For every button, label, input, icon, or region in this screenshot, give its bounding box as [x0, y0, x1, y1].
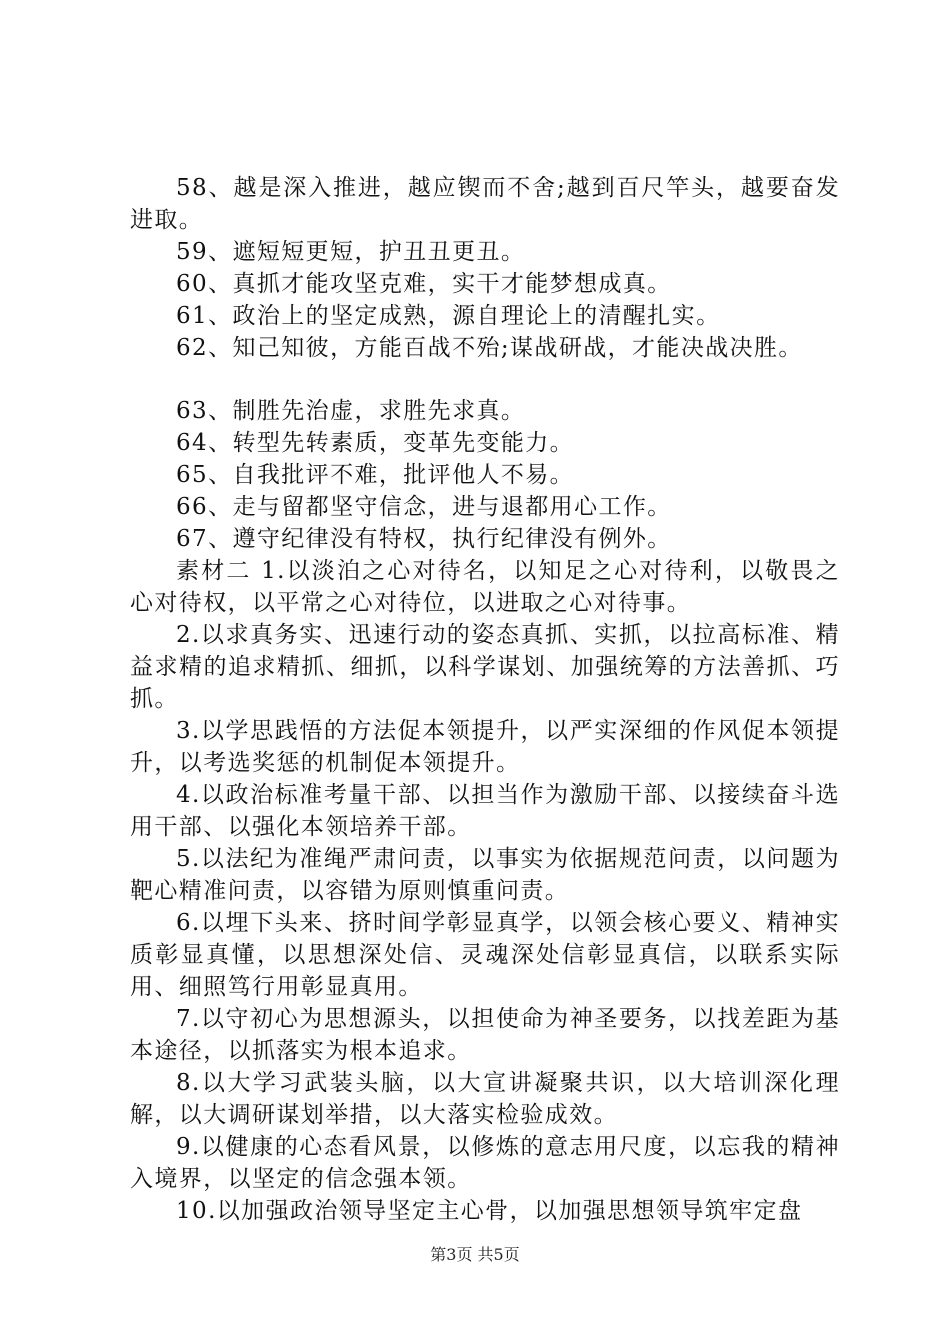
paragraph-66: 66、走与留都坚守信念，进与退都用心工作。 — [176, 494, 672, 520]
paragraph-58: 58、越是深入推进，越应锲而不舍;越到百尺竿头，越要奋发进取。 — [130, 175, 840, 233]
paragraph-67: 67、遵守纪律没有特权，执行纪律没有例外。 — [176, 526, 672, 552]
paragraph-60: 60、真抓才能攻坚克难，实干才能梦想成真。 — [176, 271, 672, 297]
paragraph-63: 63、制胜先治虚，求胜先求真。 — [176, 398, 526, 424]
paragraph-material2-7: 7.以守初心为思想源头，以担使命为神圣要务，以找差距为基本途径，以抓落实为根本追求。 — [130, 1006, 840, 1064]
paragraph-material2-8: 8.以大学习武装头脑，以大宣讲凝聚共识，以大培训深化理解，以大调研谋划举措，以大落实检验成效。 — [130, 1070, 840, 1128]
paragraph-59: 59、遮短短更短，护丑丑更丑。 — [176, 239, 526, 265]
paragraph-61: 61、政治上的坚定成熟，源自理论上的清醒扎实。 — [176, 303, 721, 329]
paragraph-material2-3: 3.以学思践悟的方法促本领提升，以严实深细的作风促本领提升，以考选奖惩的机制促本领提升。 — [130, 718, 840, 776]
paragraph-material2-2: 2.以求真务实、迅速行动的姿态真抓、实抓，以拉高标准、精益求精的追求精抓、细抓，以科学谋划、加强统筹的方法善抓、巧抓。 — [130, 622, 840, 712]
paragraph-material2-4: 4.以政治标准考量干部、以担当作为激励干部、以接续奋斗选用干部、以强化本领培养干部。 — [130, 782, 840, 840]
paragraph-64: 64、转型先转素质，变革先变能力。 — [176, 430, 575, 456]
paragraph-material2-10: 10.以加强政治领导坚定主心骨，以加强思想领导筑牢定盘 — [176, 1198, 803, 1224]
paragraph-material2-5: 5.以法纪为准绳严肃问责，以事实为依据规范问责，以问题为靶心精准问责，以容错为原则慎重问责。 — [130, 846, 840, 904]
page-number-footer: 第3页 共5页 — [430, 1245, 520, 1264]
paragraph-material2-9: 9.以健康的心态看风景，以修炼的意志用尺度，以忘我的精神入境界，以坚定的信念强本领。 — [130, 1134, 840, 1192]
paragraph-material2-6: 6.以埋下头来、挤时间学彰显真学，以领会核心要义、精神实质彰显真懂，以思想深处信、灵魂深处信彰显真信，以联系实际用、细照笃行用彰显真用。 — [130, 910, 840, 1000]
paragraph-65: 65、自我批评不难，批评他人不易。 — [176, 462, 575, 488]
document-body — [130, 172, 840, 1227]
paragraph-material2-1: 素材二 1.以淡泊之心对待名，以知足之心对待利，以敬畏之心对待权，以平常之心对待位，以进取之心对待事。 — [130, 558, 840, 616]
paragraph-62: 62、知己知彼，方能百战不殆;谋战研战，才能决战决胜。 — [176, 335, 803, 361]
